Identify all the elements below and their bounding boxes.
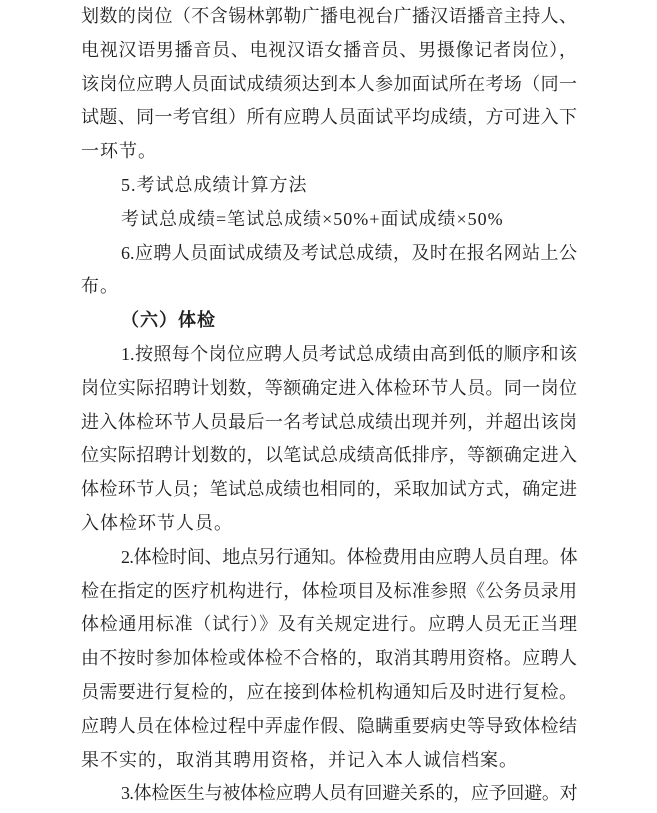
text-line: 员需要进行复检的，应在接到体检机构通知后及时进行复检。 [81,681,577,702]
text-line: 由不按时参加体检或体检不合格的，取消其聘用资格。应聘人 [81,648,577,669]
text-line: 试题、同一考官组）所有应聘人员面试平均成绩，方可进入下 [81,107,577,128]
text-line: 一环节。 [81,141,157,162]
text-line: 6.应聘人员面试成绩及考试总成绩，及时在报名网站上公 [121,242,577,263]
score-formula-line: 考试总成绩=笔试总成绩×50%+面试成绩×50% [121,208,504,229]
text-line: 1.按照每个岗位应聘人员考试总成绩由高到低的顺序和该 [121,343,577,364]
text-line: 入体检环节人员。 [81,512,233,533]
text-line: 体检环节人员；笔试总成绩也相同的，采取加试方式，确定进 [81,479,577,500]
text-line: 岗位实际招聘计划数，等额确定进入体检环节人员。同一岗位 [81,377,577,398]
list-item-5-heading: 5.考试总成绩计算方法 [121,174,308,195]
text-line: 划数的岗位（不含锡林郭勒广播电视台广播汉语播音主持人、 [81,6,577,26]
text-line: 电视汉语男播音员、电视汉语女播音员、男摄像记者岗位）， [81,39,577,60]
section-heading-physical-exam: （六）体检 [121,310,216,331]
text-line: 位实际招聘计划数的，以笔试总成绩高低排序，等额确定进入 [81,445,577,466]
text-line: 应聘人员在体检过程中弄虚作假、隐瞒重要病史等导致体检结 [81,715,577,736]
text-line: 检在指定的医疗机构进行，体检项目及标准参照《公务员录用 [81,580,577,601]
text-line: 进入体检环节人员最后一名考试总成绩出现并列，并超出该岗 [81,411,577,432]
text-line: 果不实的，取消其聘用资格，并记入本人诚信档案。 [81,749,518,770]
text-line: 该岗位应聘人员面试成绩须达到本人参加面试所在考场（同一 [81,73,577,94]
text-line: 2.体检时间、地点另行通知。体检费用由应聘人员自理。体 [121,546,577,567]
document-body-text [81,0,577,811]
text-line: 3.体检医生与被体检应聘人员有回避关系的，应予回避。对 [121,783,577,804]
text-line: 布。 [81,276,119,297]
text-line: 体检通用标准（试行）》及有关规定进行。应聘人员无正当理 [81,614,577,635]
